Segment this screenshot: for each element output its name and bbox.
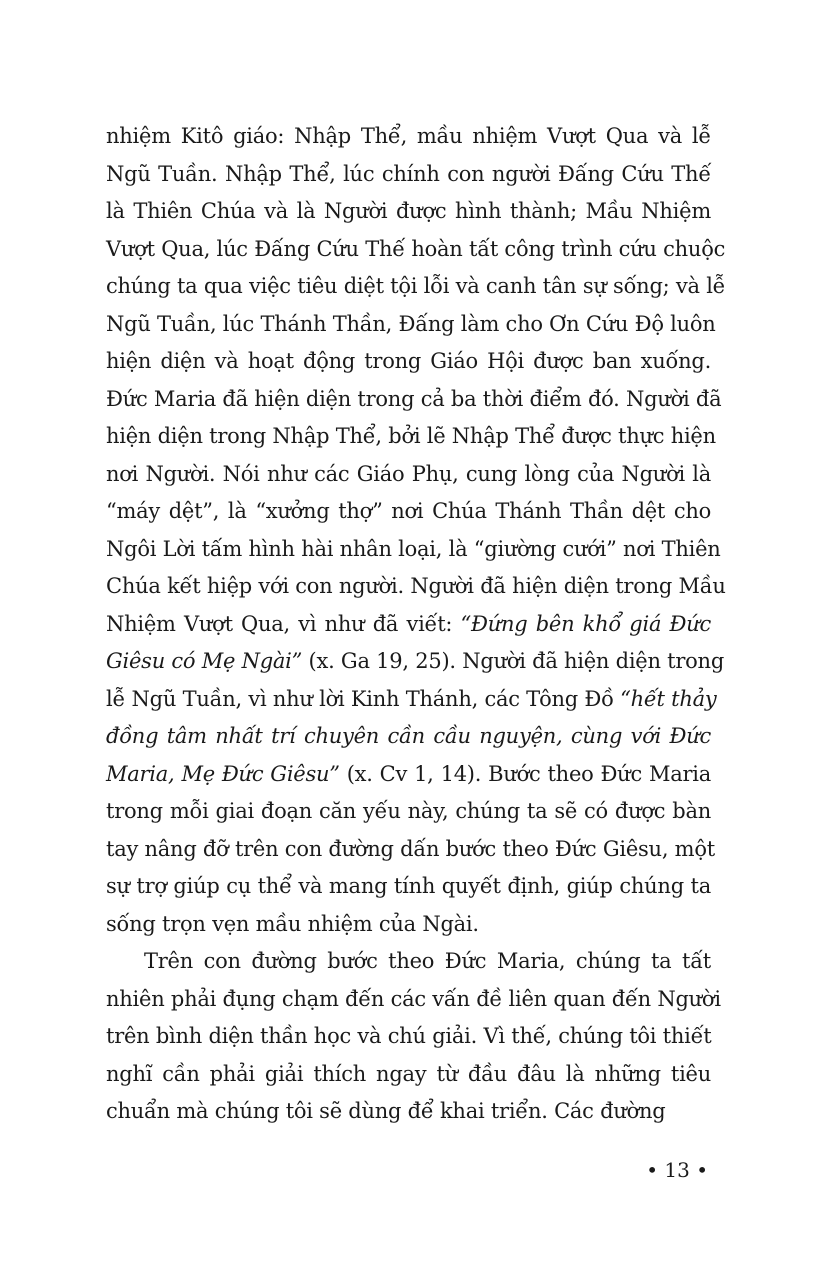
italic-quote: “hết thảy	[620, 686, 717, 711]
text-segment: Ngôi Lời tấm hình hài nhân loại, là “giường cưới” nơi Thiên	[106, 536, 721, 561]
text-line	[106, 756, 711, 794]
text-line	[106, 193, 711, 231]
text-segment: “máy dệt”, là “xưởng thợ” nơi Chúa Thánh Thần dệt cho	[106, 499, 711, 523]
italic-quote: “Đứng bên khổ giá Đức	[460, 611, 711, 636]
text-segment: nhiệm Kitô giáo: Nhập Thể, mầu nhiệm Vượt Qua và lễ	[106, 124, 711, 148]
text-line	[106, 456, 711, 494]
text-line	[106, 831, 715, 869]
text-line	[106, 1093, 711, 1131]
paragraph	[106, 118, 726, 943]
text-segment: hiện diện và hoạt động trong Giáo Hội được ban xuống.	[106, 349, 711, 373]
text-segment: (x. Cv 1, 14). Bước theo Đức Maria	[339, 761, 711, 786]
text-segment: là Thiên Chúa và là Người được hình thành; Mầu Nhiệm	[106, 199, 711, 223]
text-line	[106, 793, 711, 831]
text-line	[106, 343, 711, 381]
text-segment: nghĩ cần phải giải thích ngay từ đầu đâu là những tiêu	[106, 1061, 711, 1086]
italic-quote: Giêsu có Mẹ Ngài”	[106, 649, 303, 673]
text-line	[106, 231, 726, 269]
text-line	[106, 531, 721, 569]
text-segment: trên bình diện thần học và chú giải. Vì thế, chúng tôi thiết	[106, 1024, 712, 1048]
text-segment: (x. Ga 19, 25). Người đã hiện diện trong	[302, 649, 725, 673]
text-line	[106, 718, 711, 756]
text-segment: lễ Ngũ Tuần, vì như lời Kinh Thánh, các Tông Đồ	[106, 686, 621, 711]
text-line	[106, 681, 717, 719]
body-text	[106, 118, 726, 1131]
text-line	[106, 493, 711, 531]
text-line	[106, 418, 716, 456]
text-line	[106, 118, 711, 156]
text-segment: chuẩn mà chúng tôi sẽ dùng để khai triển. Các đường	[106, 1099, 666, 1123]
text-segment: tay nâng đỡ trên con đường dấn bước theo Đức Giêsu, một	[106, 836, 715, 861]
text-line	[106, 156, 711, 194]
italic-quote: đồng tâm nhất trí chuyên cần cầu nguyện, cùng với Đức	[106, 724, 711, 748]
text-segment: nhiên phải đụng chạm đến các vấn đề liên quan đến Người	[106, 986, 721, 1011]
text-segment: hiện diện trong Nhập Thể, bởi lẽ Nhập Thể được thực hiện	[106, 424, 716, 448]
text-line	[106, 1056, 711, 1094]
text-segment: chúng ta qua việc tiêu diệt tội lỗi và canh tân sự sống; và lễ	[106, 274, 726, 298]
text-segment: trong mỗi giai đoạn căn yếu này, chúng ta sẽ có được bàn	[106, 799, 711, 823]
text-segment: nơi Người. Nói như các Giáo Phụ, cung lòng của Người là	[106, 461, 711, 486]
text-line	[106, 868, 711, 906]
text-line	[106, 643, 725, 681]
page-number: • 13 •	[646, 1158, 708, 1182]
text-segment: Chúa kết hiệp với con người. Người đã hiện diện trong Mầu	[106, 574, 726, 598]
text-segment: Đức Maria đã hiện diện trong cả ba thời điểm đó. Người đã	[106, 386, 722, 411]
text-segment: sự trợ giúp cụ thể và mang tính quyết định, giúp chúng ta	[106, 874, 711, 898]
text-line	[106, 606, 711, 644]
text-line	[106, 943, 711, 981]
text-segment: Nhiệm Vượt Qua, vì như đã viết:	[106, 611, 461, 636]
text-line	[106, 1018, 711, 1056]
paragraph	[106, 943, 721, 1131]
text-line	[106, 306, 716, 344]
italic-quote: Maria, Mẹ Đức Giêsu”	[106, 761, 340, 786]
text-segment: Vượt Qua, lúc Đấng Cứu Thế hoàn tất công trình cứu chuộc	[106, 236, 726, 261]
text-line	[106, 268, 726, 306]
text-segment: Ngũ Tuần. Nhập Thể, lúc chính con người Đấng Cứu Thế	[106, 161, 711, 186]
text-segment: sống trọn vẹn mầu nhiệm của Ngài.	[106, 911, 479, 936]
text-segment: Ngũ Tuần, lúc Thánh Thần, Đấng làm cho Ơn Cứu Độ luôn	[106, 311, 716, 336]
text-line	[106, 568, 726, 606]
text-segment: Trên con đường bước theo Đức Maria, chúng ta tất	[144, 949, 711, 973]
text-line	[106, 906, 711, 944]
text-line	[106, 981, 721, 1019]
text-line	[106, 381, 722, 419]
